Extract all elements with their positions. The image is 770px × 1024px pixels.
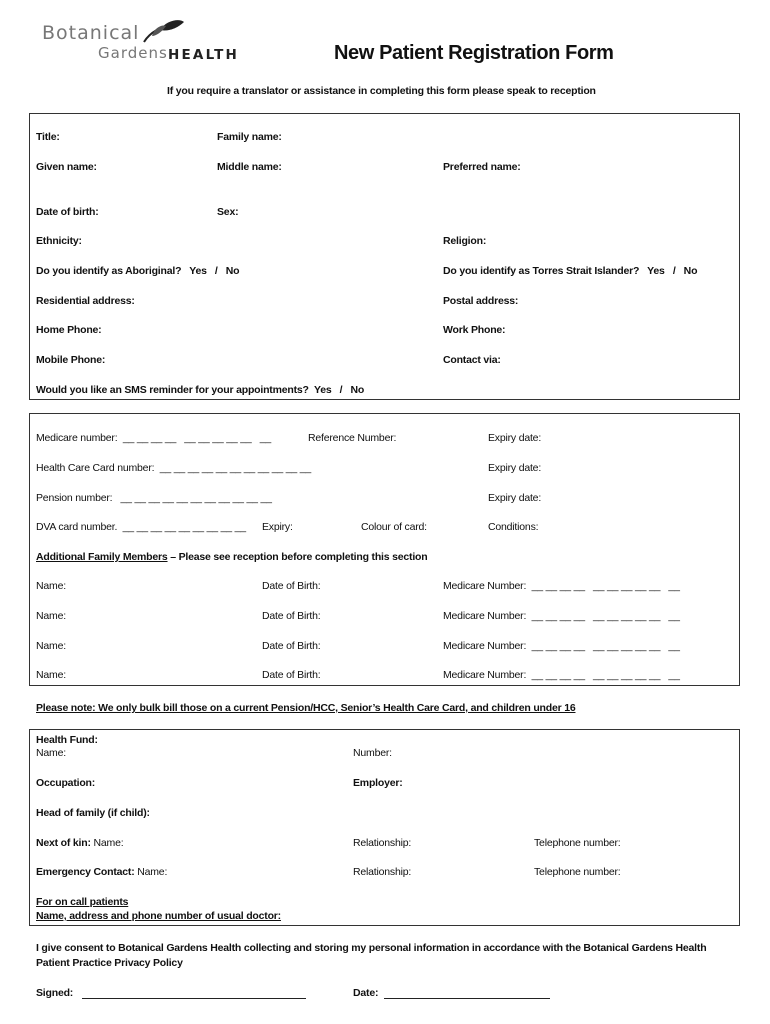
logo-health: HEALTH xyxy=(168,47,240,63)
contact-via-label[interactable]: Contact via: xyxy=(443,354,501,366)
colour-of-card-label[interactable]: Colour of card: xyxy=(361,521,427,533)
usual-doctor-label[interactable]: Name, address and phone number of usual doctor: xyxy=(36,910,281,922)
family-member-name[interactable]: Name: xyxy=(36,610,66,622)
title-label[interactable]: Title: xyxy=(36,131,60,143)
given-name-label[interactable]: Given name: xyxy=(36,161,97,173)
signed-label: Signed: xyxy=(36,987,74,999)
health-fund-label[interactable]: Health Fund: xyxy=(36,734,98,746)
health-care-card-field[interactable]: Health Care Card number: __ __ __ __ __ __ __ __ __ __ __ xyxy=(36,462,312,474)
family-member-medicare[interactable]: Medicare Number: __ __ __ __ __ __ __ __ __ __ xyxy=(443,640,680,652)
family-member-medicare[interactable]: Medicare Number: __ __ __ __ __ __ __ __ __ __ xyxy=(443,610,680,622)
occupation-label[interactable]: Occupation: xyxy=(36,777,96,789)
religion-label[interactable]: Religion: xyxy=(443,235,487,247)
emergency-contact-label: Emergency Contact: xyxy=(36,866,135,878)
date-line[interactable] xyxy=(384,987,550,999)
ec-relationship-label[interactable]: Relationship: xyxy=(353,866,412,878)
family-member-name[interactable]: Name: xyxy=(36,669,66,681)
nok-relationship-label[interactable]: Relationship: xyxy=(353,837,412,849)
personal-details-section xyxy=(29,113,740,400)
medicare-number-field[interactable]: Medicare number: __ __ __ __ __ __ __ __ __ __ xyxy=(36,432,271,444)
aboriginal-question[interactable]: Do you identify as Aboriginal? Yes / No xyxy=(36,265,240,277)
additional-family-heading xyxy=(36,551,428,563)
residential-address-label[interactable]: Residential address: xyxy=(36,295,135,307)
additional-family-heading-rest: – Please see reception before completing this section xyxy=(167,551,428,563)
leaf-logo-icon xyxy=(140,18,188,46)
nok-telephone-label[interactable]: Telephone number: xyxy=(534,837,621,849)
page-title: New Patient Registration Form xyxy=(334,42,614,64)
additional-family-heading-underlined: Additional Family Members xyxy=(36,551,168,563)
postal-address-label[interactable]: Postal address: xyxy=(443,295,519,307)
family-member-dob[interactable]: Date of Birth: xyxy=(262,640,321,652)
health-fund-name-label[interactable]: Name: xyxy=(36,747,66,759)
pension-number-field[interactable]: Pension number: __ __ __ __ __ __ __ __ __ __ __ xyxy=(36,492,272,504)
preferred-name-label[interactable]: Preferred name: xyxy=(443,161,521,173)
family-member-name[interactable]: Name: xyxy=(36,640,66,652)
logo-botanical: Botanical xyxy=(42,22,140,44)
sex-label[interactable]: Sex: xyxy=(217,206,239,218)
family-member-medicare[interactable]: Medicare Number: __ __ __ __ __ __ __ __ __ __ xyxy=(443,580,680,592)
middle-name-label[interactable]: Middle name: xyxy=(217,161,282,173)
mobile-phone-label[interactable]: Mobile Phone: xyxy=(36,354,106,366)
emergency-contact-row[interactable] xyxy=(36,866,167,878)
date-label: Date: xyxy=(353,987,379,999)
work-phone-label[interactable]: Work Phone: xyxy=(443,324,506,336)
family-name-label[interactable]: Family name: xyxy=(217,131,282,143)
dob-label[interactable]: Date of birth: xyxy=(36,206,99,218)
consent-text-line2: Patient Practice Privacy Policy xyxy=(36,957,183,969)
sms-reminder-question[interactable]: Would you like an SMS reminder for your appointments? Yes / No xyxy=(36,384,365,396)
hcc-expiry-label[interactable]: Expiry date: xyxy=(488,462,542,474)
head-of-family-label[interactable]: Head of family (if child): xyxy=(36,807,150,819)
logo-gardens: Gardens xyxy=(98,44,168,62)
on-call-patients-heading: For on call patients xyxy=(36,896,129,908)
next-of-kin-row[interactable] xyxy=(36,837,123,849)
dva-card-field[interactable]: DVA card number. __ __ __ __ __ __ __ __ __ xyxy=(36,521,246,533)
reference-number-label[interactable]: Reference Number: xyxy=(308,432,397,444)
family-member-medicare[interactable]: Medicare Number: __ __ __ __ __ __ __ __ __ __ xyxy=(443,669,680,681)
employer-label[interactable]: Employer: xyxy=(353,777,403,789)
conditions-label[interactable]: Conditions: xyxy=(488,521,539,533)
torres-strait-question[interactable]: Do you identify as Torres Strait Islander? Yes / No xyxy=(443,265,698,277)
health-fund-number-label[interactable]: Number: xyxy=(353,747,392,759)
next-of-kin-label: Next of kin: xyxy=(36,837,91,849)
page-subtitle: If you require a translator or assistance in completing this form please speak to reception xyxy=(167,85,596,97)
consent-text-line1: I give consent to Botanical Gardens Health collecting and storing my personal information in accordance with the Botanical Gardens Health xyxy=(36,942,707,954)
signature-line[interactable] xyxy=(82,987,306,999)
family-member-dob[interactable]: Date of Birth: xyxy=(262,610,321,622)
medicare-expiry-label[interactable]: Expiry date: xyxy=(488,432,542,444)
next-of-kin-name-label: Name: xyxy=(90,837,124,849)
ethnicity-label[interactable]: Ethnicity: xyxy=(36,235,82,247)
pension-expiry-label[interactable]: Expiry date: xyxy=(488,492,542,504)
dva-expiry-label[interactable]: Expiry: xyxy=(262,521,293,533)
family-member-name[interactable]: Name: xyxy=(36,580,66,592)
family-member-dob[interactable]: Date of Birth: xyxy=(262,580,321,592)
ec-telephone-label[interactable]: Telephone number: xyxy=(534,866,621,878)
family-member-dob[interactable]: Date of Birth: xyxy=(262,669,321,681)
emergency-contact-name-label: Name: xyxy=(134,866,168,878)
home-phone-label[interactable]: Home Phone: xyxy=(36,324,102,336)
bulk-bill-note: Please note: We only bulk bill those on a current Pension/HCC, Senior’s Health Care Card, and children under 16 xyxy=(36,702,576,714)
